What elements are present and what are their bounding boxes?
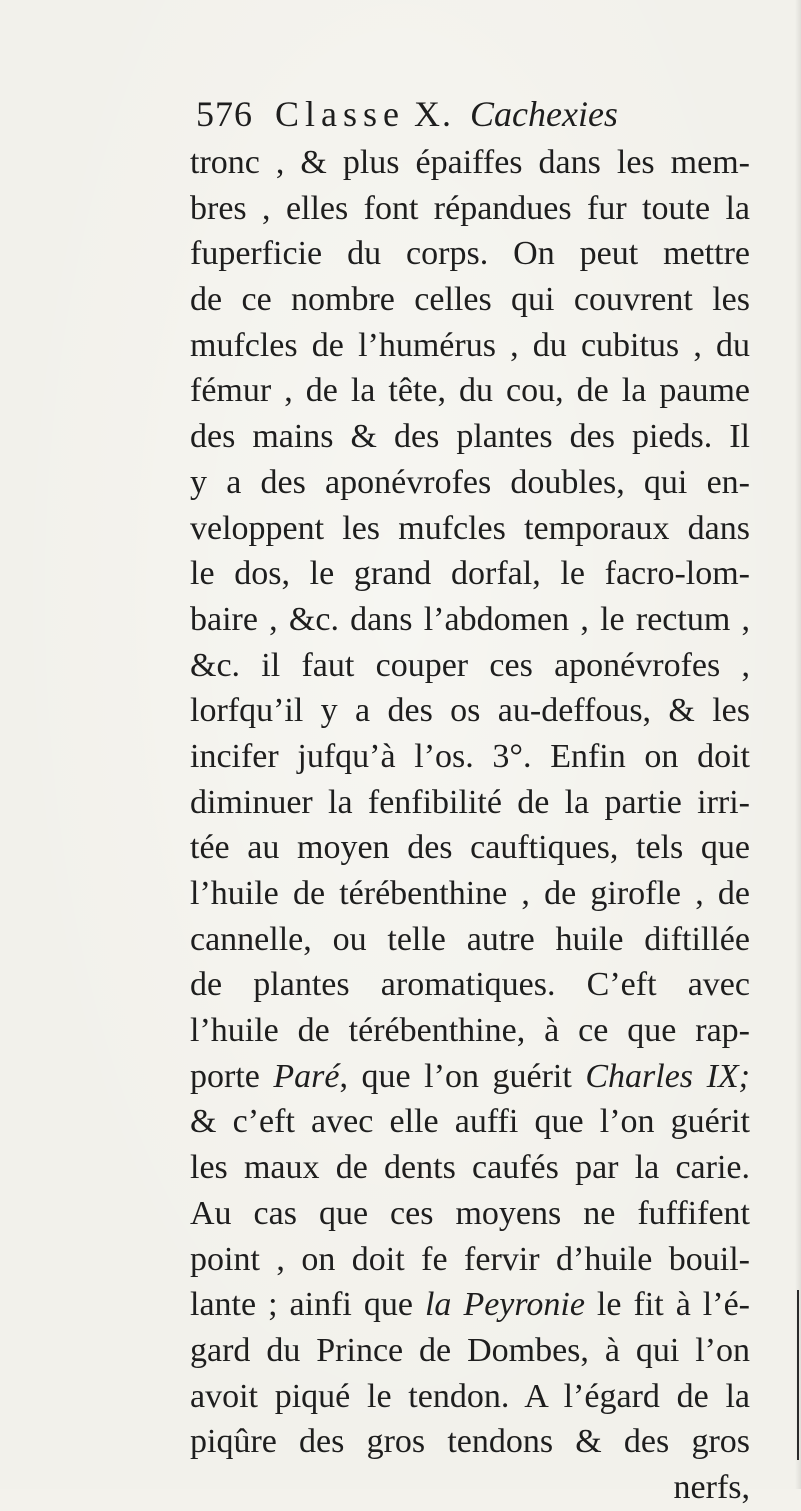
text-line: tronc , & plus épaiffes dans les mem- bbox=[190, 144, 750, 181]
text-line: mufcles de l’humérus , du cubitus , du bbox=[190, 326, 750, 364]
text-line: y a des aponévrofes doubles, qui en- bbox=[190, 463, 750, 501]
text-line: incifer jufqu’à l’os. 3°. Enfin on doit bbox=[190, 737, 750, 775]
text-line: l’huile de térébenthine, à ce que rap- bbox=[190, 1012, 750, 1050]
text-line: bres , elles font répandues fur toute la bbox=[190, 189, 750, 227]
text-line: des mains & des plantes des pieds. Il bbox=[190, 418, 750, 456]
class-number: X. bbox=[414, 94, 453, 134]
running-header bbox=[196, 86, 716, 142]
italic-name-charles: Charles IX; bbox=[585, 1057, 750, 1095]
text-line: &c. il faut couper ces aponévrofes , bbox=[190, 646, 750, 684]
text-line: de ce nombre celles qui couvrent les bbox=[190, 281, 750, 319]
text-fragment: , que l’on guérit bbox=[339, 1057, 586, 1095]
text-line: cannelle, ou telle autre huile diftillée bbox=[190, 920, 750, 958]
text-line: Au cas que ces moyens ne fuffifent bbox=[190, 1194, 750, 1232]
text-line: & c’eft avec elle auffi que l’on guérit bbox=[190, 1103, 750, 1141]
body-text bbox=[190, 140, 750, 1511]
text-line: fuperficie du corps. On peut mettre bbox=[190, 235, 750, 273]
italic-name-peyronie: la Peyronie bbox=[424, 1286, 585, 1324]
text-line: baire , &c. dans l’abdomen , le rectum , bbox=[190, 600, 750, 638]
text-line: lorfqu’il y a des os au-deffous, & les bbox=[190, 692, 750, 730]
text-line-mixed bbox=[190, 1054, 750, 1100]
text-line: avoit piqué le tendon. A l’égard de la bbox=[190, 1377, 750, 1415]
class-name: Classe bbox=[275, 94, 405, 134]
catchword: nerfs, bbox=[673, 1468, 750, 1506]
text-line: point , on doit fe fervir d’huile bouil- bbox=[190, 1240, 750, 1278]
page-number: 576 bbox=[196, 94, 253, 134]
text-line: l’huile de térébenthine , de girofle , de bbox=[190, 875, 750, 912]
italic-name-pare: Paré bbox=[273, 1057, 340, 1095]
text-line: tée au moyen des cauftiques, tels que bbox=[190, 829, 750, 867]
binding-edge-mark bbox=[797, 1290, 799, 1460]
text-line: le dos, le grand dorfal, le facro-lom- bbox=[190, 555, 750, 593]
text-fragment: porte bbox=[190, 1057, 274, 1095]
text-line: de plantes aromatiques. C’eft avec bbox=[190, 966, 750, 1004]
text-line: les maux de dents caufés par la carie. bbox=[190, 1149, 750, 1187]
text-line: fémur , de la tête, du cou, de la paume bbox=[190, 372, 750, 410]
text-line: diminuer la fenfibilité de la partie irri- bbox=[190, 783, 750, 821]
section-title: Cachexies bbox=[470, 94, 618, 134]
text-fragment: le fit à l’é- bbox=[584, 1286, 750, 1324]
page-edge-shadow bbox=[795, 0, 801, 1489]
text-line: gard du Prince de Dombes, à qui l’on bbox=[190, 1331, 750, 1369]
text-line-mixed bbox=[190, 1282, 750, 1328]
text-line: piqûre des gros tendons & des gros bbox=[190, 1423, 750, 1461]
text-fragment: lante ; ainfi que bbox=[190, 1286, 425, 1324]
text-line: veloppent les mufcles temporaux dans bbox=[190, 509, 750, 547]
